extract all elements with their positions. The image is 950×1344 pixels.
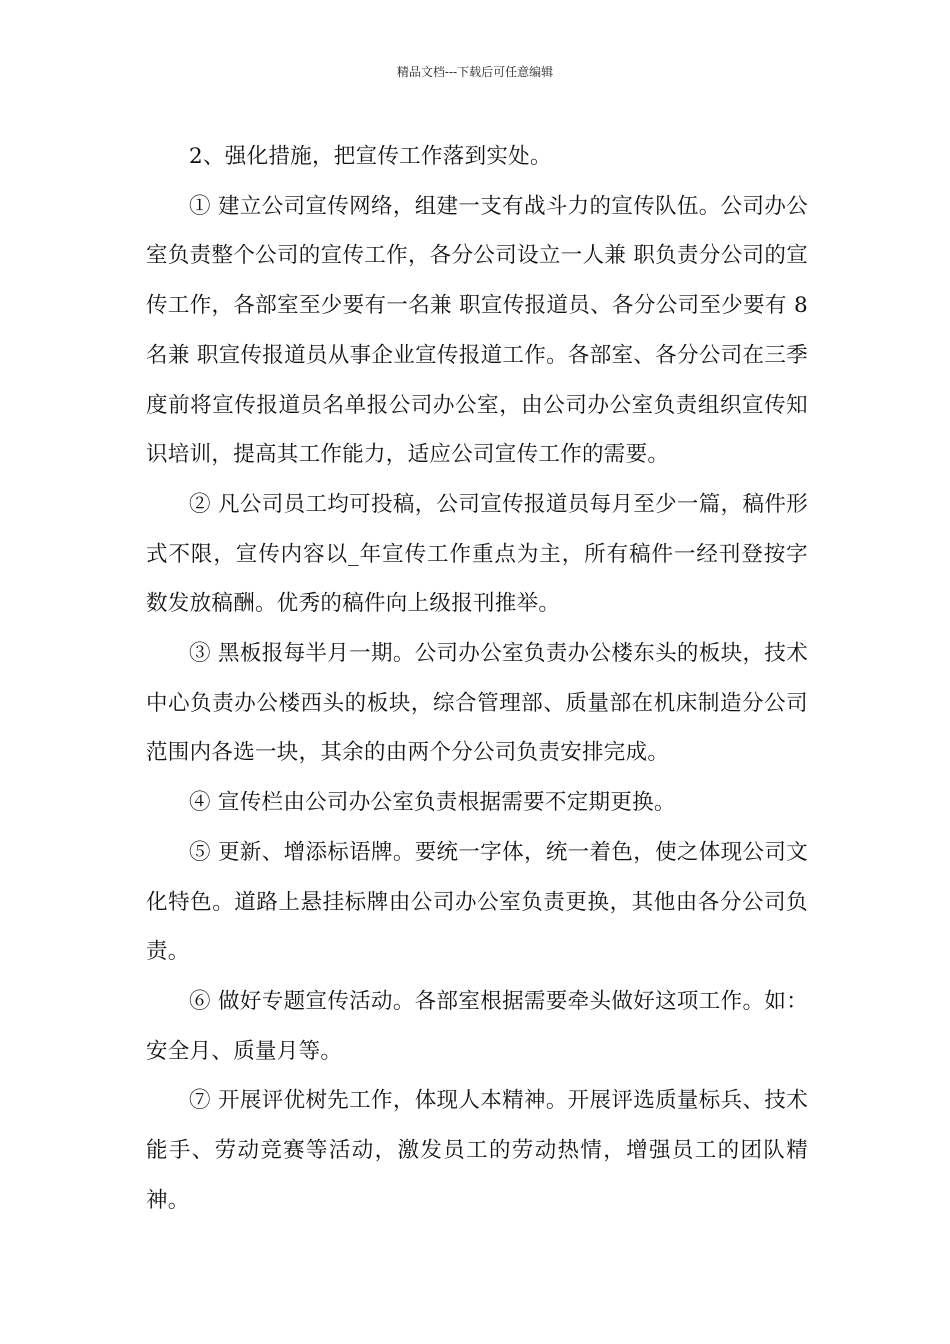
document-body [146, 132, 808, 1225]
paragraph-item-4: ④ 宣传栏由公司办公室负责根据需要不定期更换。 [189, 790, 676, 816]
paragraph-item-2: ② 凡公司员工均可投稿，公司宣传报道员每月至少一篇，稿件形式不限，宣传内容以_年宣传工作重点为主，所有稿件一经刊登按字数发放稿酬。优秀的稿件向上级报刊推举。 [146, 491, 808, 617]
paragraph-item-1: ① 建立公司宣传网络，组建一支有战斗力的宣传队伍。公司办公室负责整个公司的宣传工作，各分公司设立一人兼 职负责分公司的宣传工作，各部室至少要有一名兼 职宣传报道员、各分公司至少要有 8 名兼 职宣传报道员从事企业宣传报道工作。各部室、各分公司在三季度前将宣传报道员名单报公司办公室，由公司办公室负责组织宣传知识培训，提高其工作能力，适应公司宣传工作的需要。 [146, 193, 808, 468]
paragraph-item-7: ⑦ 开展评优树先工作，体现人本精神。开展评选质量标兵、技术能手、劳动竞赛等活动，激发员工的劳动热情，增强员工的团队精神。 [146, 1088, 808, 1213]
paragraph-item-3: ③ 黑板报每半月一期。公司办公室负责办公楼东头的板块，技术中心负责办公楼西头的板块，综合管理部、质量部在机床制造分公司范围内各选一块，其余的由两个分公司负责安排完成。 [146, 641, 808, 766]
paragraph-item-5: ⑤ 更新、增添标语牌。要统一字体，统一着色，使之体现公司文化特色。道路上悬挂标牌由公司办公室负责更换，其他由各分公司负责。 [146, 839, 808, 965]
page-header: 精品文档---下载后可任意编辑 [396, 65, 554, 79]
paragraph-item-6: ⑥ 做好专题宣传活动。各部室根据需要牵头做好这项工作。如：安全月、质量月等。 [146, 988, 808, 1064]
section-heading: 2、强化措施，把宣传工作落到实处。 [189, 144, 552, 169]
